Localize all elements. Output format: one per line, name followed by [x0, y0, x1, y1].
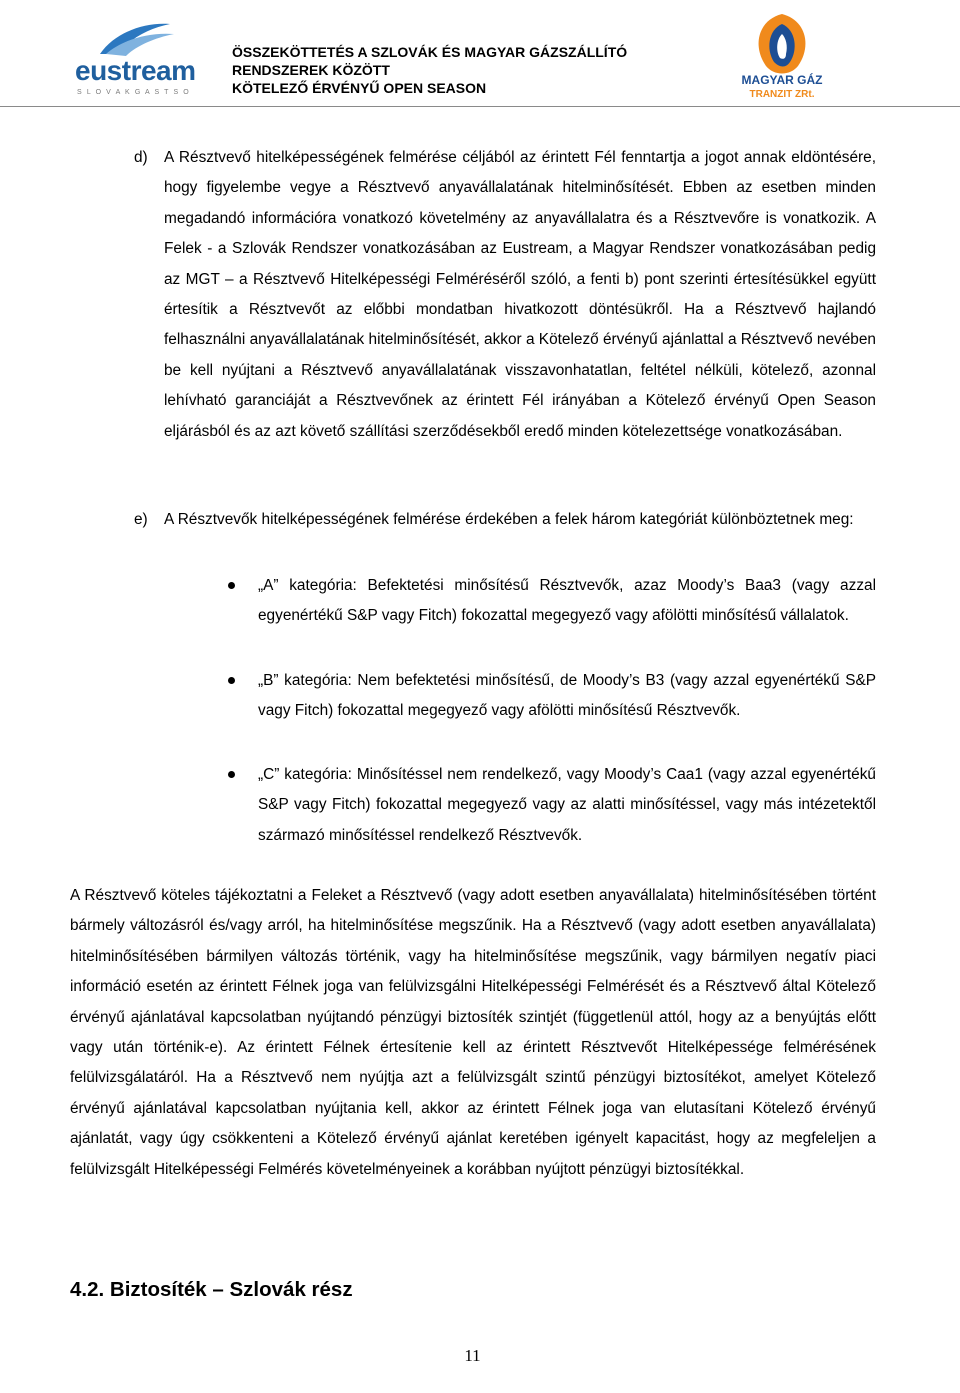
bullet-icon: [228, 771, 235, 778]
header-divider: [0, 106, 960, 107]
document-title: [232, 43, 692, 97]
eustream-logo-wordmark: eustream: [75, 55, 196, 86]
list-label-d: d): [134, 149, 148, 166]
paragraph-item-e: A Résztvevők hitelképességének felmérése érdekében a felek három kategóriát különböztetnek meg:: [164, 511, 854, 528]
bullet-icon: [228, 582, 235, 589]
document-title-line-1: ÖSSZEKÖTTETÉS A SZLOVÁK ÉS MAGYAR GÁZSZÁLLÍTÓ: [232, 44, 628, 60]
eustream-logo: [70, 14, 210, 100]
bullet-icon: [228, 677, 235, 684]
eustream-logo-tagline: S L O V A K G A S T S O: [77, 89, 191, 96]
page-header: [0, 0, 960, 110]
bullet-item-category-b: „B” kategória: Nem befektetési minősítésű, de Moody’s B3 (vagy azzal egyenértékű S&P vagy Fitch) fokozattal megegyező vagy afölötti minősítésű Résztvevők.: [258, 672, 876, 720]
document-title-line-3: KÖTELEZŐ ÉRVÉNYŰ OPEN SEASON: [232, 80, 487, 96]
document-title-line-2: RENDSZEREK KÖZÖTT: [232, 62, 390, 78]
bullet-item-category-c: „C” kategória: Minősítéssel nem rendelkező, vagy Moody’s Caa1 (vagy azzal egyenértékű S&P vagy Fitch) fokozattal megegyező vagy az alatti minősítéssel, vagy más intézetektől származó minősítéssel rendelkező Résztvevők.: [258, 766, 876, 844]
paragraph-credit-rating-change: A Résztvevő köteles tájékoztatni a Feleket a Résztvevő (vagy adott esetben anyavállalata) hitelminősítésében történt bármely változásról és/vagy arról, ha hitelminősítése megszűnik. Ha a Résztvevő (vagy adott esetben anyavállalata) hitelminősítésében bármilyen változás történik, vagy ha hitelminősítése megszűnik, vagy bármilyen negatív piaci információ esetén az érintett Félnek joga van felülvizsgálni Hitelképességi Felmérését és a Résztvevő által Kötelező érvényű ajánlatával kapcsolatban nyújtandó pénzügyi biztosíték szintjét (függetlenül attól, hogy az a benyújtás előtt vagy után történik-e). Az érintett Félnek értesítenie kell az érintett Résztvevőt Hitelképessége felmérésének felülvizsgálatáról. Ha a Résztvevő nem nyújtja azt a felülvizsgált szintű pénzügyi biztosítékot, amelyet Kötelező érvényű ajánlatával kapcsolatban nyújtania kell, akkor az érintett Félnek joga van elutasítani Kötelező érvényű ajánlatát, vagy úgy csökkenteni a Kötelező érvényű ajánlat keretében igényelt kapacitást, hogy az megfeleljen a felülvizsgált Hitelképességi Felmérés követelményeinek a korábban nyújtott pénzügyi biztosítékkal.: [70, 887, 876, 1178]
magyar-gaz-tranzit-logo: [718, 10, 846, 102]
mgt-logo-wordmark: MAGYAR GÁZ: [741, 73, 823, 87]
section-heading-4-2: 4.2. Biztosíték – Szlovák rész: [70, 1278, 353, 1301]
bullet-item-category-a: „A” kategória: Befektetési minősítésű Résztvevők, azaz Moody’s Baa3 (vagy azzal egyenértékű S&P vagy Fitch) fokozattal megegyező vagy afölötti minősítésű vállalatok.: [258, 577, 876, 625]
mgt-logo-tagline: TRANZIT ZRt.: [749, 89, 815, 100]
paragraph-item-d: A Résztvevő hitelképességének felmérése céljából az érintett Fél fenntartja a jogot annak eldöntésére, hogy figyelembe vegye a Résztvevő anyavállalatának hitelminősítését. Ebben az esetben minden megadandó információra vonatkozó követelmény az anyavállalatra és a Résztvevőre is vonatkozik. A Felek - a Szlovák Rendszer vonatkozásában az Eustream, a Magyar Rendszer vonatkozásában pedig az MGT – a Résztvevő Hitelképességi Felméréséről szóló, a fenti b) pont szerinti értesítésükkel együtt értesítik a Résztvevőt az előbbi mondatban hivatkozott döntésükről. Ha a Résztvevő hajlandó felhasználni anyavállalatának hitelminősítését, akkor a Kötelező érvényű ajánlattal a Résztvevő nevében be kell nyújtani a Résztvevő anyavállalatának visszavonhatatlan, feltétel nélküli, kötelező, azonnal lehívható garanciáját a Résztvevőnek az érintett Fél irányában a Kötelező érvényű Open Season eljárásból és az azt követő szállítási szerződésekből eredő minden kötelezettsége vonatkozásában.: [164, 149, 876, 440]
list-label-e: e): [134, 511, 148, 528]
page-number: 11: [464, 1346, 481, 1365]
